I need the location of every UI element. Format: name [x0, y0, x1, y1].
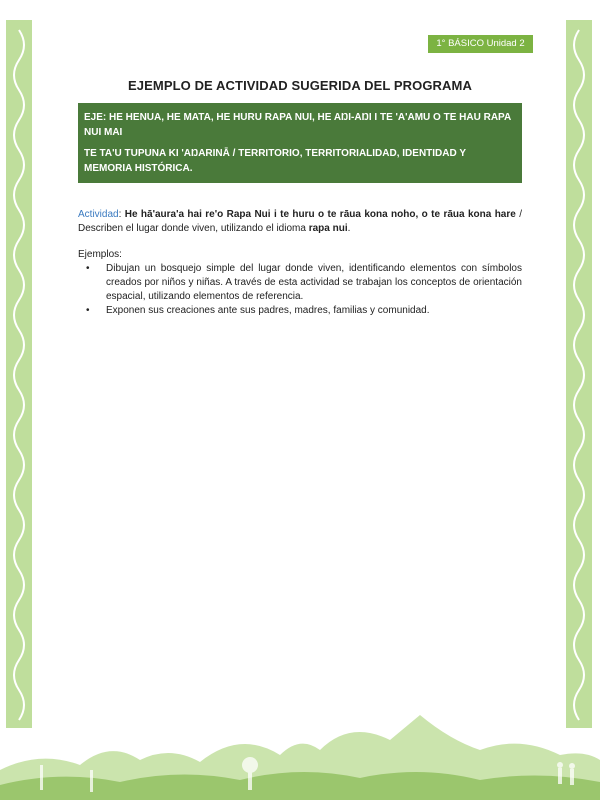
activity-language: rapa nui — [308, 223, 348, 234]
example-text: Exponen sus creaciones ante sus padres, madres, familias y comunidad. — [106, 305, 430, 316]
activity-label: Actividad — [78, 209, 119, 220]
eje-box — [78, 103, 522, 183]
bullet-icon: • — [86, 263, 90, 274]
grade-unit-badge: 1° BÁSICO Unidad 2 — [428, 35, 533, 53]
eje-line: EJE: HE HENUA, HE MATA, HE HURU RAPA NUI, HE AŊI-AŊI I TE 'A'AMU O TE HAU RAPA NUI MAI — [84, 112, 511, 138]
territorio-line: TE TA'U TUPUNA KI 'AŊARINĀ / TERRITORIO, TERRITORIALIDAD, IDENTIDAD Y MEMORIA HISTÓRICA. — [84, 148, 466, 174]
activity-spanish-text: Describen el lugar donde viven, utilizando el idioma — [78, 223, 309, 234]
activity-colon: : — [118, 209, 125, 220]
examples-section — [78, 248, 522, 318]
activity-separator: / — [515, 209, 522, 220]
decorative-border-left — [6, 20, 32, 728]
landscape-illustration — [0, 710, 600, 800]
list-item — [86, 304, 522, 318]
activity-content — [78, 208, 522, 318]
examples-list — [78, 262, 522, 318]
bullet-icon: • — [86, 305, 90, 316]
activity-rapanui-text: He hā'aura'a hai re'o Rapa Nui i te huru o te rāua kona noho, o te rāua kona hare — [124, 209, 516, 220]
examples-label: Ejemplos: — [78, 249, 122, 260]
decorative-border-right — [566, 20, 592, 728]
example-text: Dibujan un bosquejo simple del lugar donde viven, identificando elementos con símbolos creados por niños y niñas. A través de esta actividad se trabajan los conceptos de orientación espacial, utilizando elementos de referencia. — [106, 263, 522, 302]
page-title: EJEMPLO DE ACTIVIDAD SUGERIDA DEL PROGRAMA — [128, 78, 472, 93]
activity-paragraph — [78, 208, 522, 236]
activity-end: . — [347, 223, 351, 234]
list-item — [86, 262, 522, 304]
